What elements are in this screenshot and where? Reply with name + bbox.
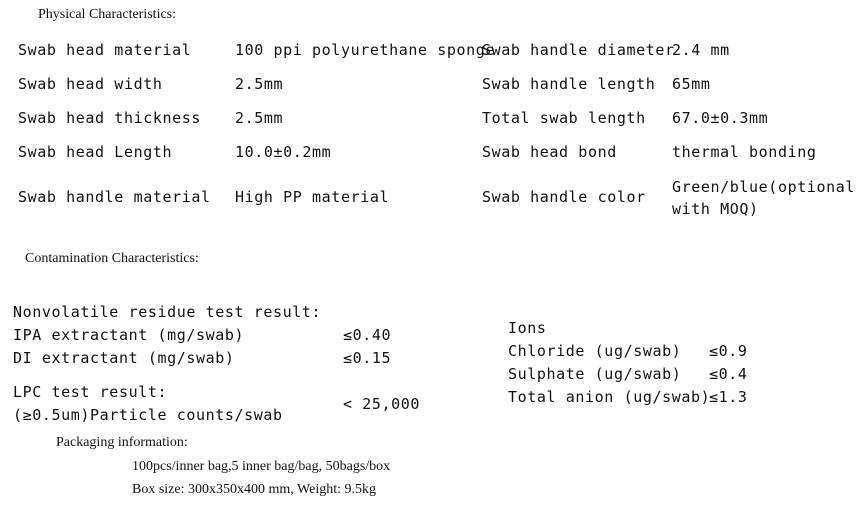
row-label: Swab head width bbox=[18, 75, 163, 93]
row-label: Swab head Length bbox=[18, 143, 173, 161]
anion-value: ≤1.3 bbox=[709, 388, 748, 406]
row-label-2: Swab handle diameter bbox=[482, 41, 675, 59]
sulphate-value: ≤0.4 bbox=[709, 365, 748, 383]
di-label: DI extractant (mg/swab) bbox=[13, 349, 235, 367]
lpc-value: < 25,000 bbox=[343, 395, 421, 413]
lpc-title: LPC test result: bbox=[13, 383, 168, 401]
packaging-line-1: 100pcs/inner bag,5 inner bag/bag, 50bags/box bbox=[132, 459, 391, 474]
anion-label: Total anion (ug/swab) bbox=[508, 388, 711, 406]
ipa-value: ≤0.40 bbox=[343, 326, 392, 344]
ions-title: Ions bbox=[508, 319, 547, 337]
row-value-2: Green/blue(optional with MOQ) bbox=[672, 178, 855, 218]
row-value-2: thermal bonding bbox=[672, 143, 817, 161]
row-label-2: Swab handle color bbox=[482, 188, 646, 206]
row-value-2: 65mm bbox=[672, 75, 711, 93]
chloride-label: Chloride (ug/swab) bbox=[508, 342, 682, 360]
row-value: 10.0±0.2mm bbox=[235, 143, 332, 161]
row-value: 2.5mm bbox=[235, 75, 284, 93]
row-label-2: Swab handle length bbox=[482, 75, 656, 93]
packaging-heading: Packaging information: bbox=[56, 435, 188, 450]
nvr-title: Nonvolatile residue test result: bbox=[13, 303, 322, 321]
row-label: Swab handle material bbox=[18, 188, 211, 206]
packaging-line-2: Box size: 300x350x400 mm, Weight: 9.5kg bbox=[132, 482, 376, 497]
sulphate-label: Sulphate (ug/swab) bbox=[508, 365, 682, 383]
row-label-2: Swab head bond bbox=[482, 143, 617, 161]
row-value-2: 2.4 mm bbox=[672, 41, 730, 59]
contamination-heading: Contamination Characteristics: bbox=[25, 251, 199, 266]
physical-heading: Physical Characteristics: bbox=[38, 7, 177, 22]
lpc-label: (≥0.5um)Particle counts/swab bbox=[13, 406, 283, 424]
row-value: High PP material bbox=[235, 188, 390, 206]
row-label-2: Total swab length bbox=[482, 109, 646, 127]
row-label: Swab head thickness bbox=[18, 109, 201, 127]
row-value: 2.5mm bbox=[235, 109, 284, 127]
chloride-value: ≤0.9 bbox=[709, 342, 748, 360]
row-value-2: 67.0±0.3mm bbox=[672, 109, 769, 127]
row-label: Swab head material bbox=[18, 41, 192, 59]
di-value: ≤0.15 bbox=[343, 349, 392, 367]
row-value: 100 ppi polyurethane sponge bbox=[235, 41, 496, 59]
ipa-label: IPA extractant (mg/swab) bbox=[13, 326, 245, 344]
